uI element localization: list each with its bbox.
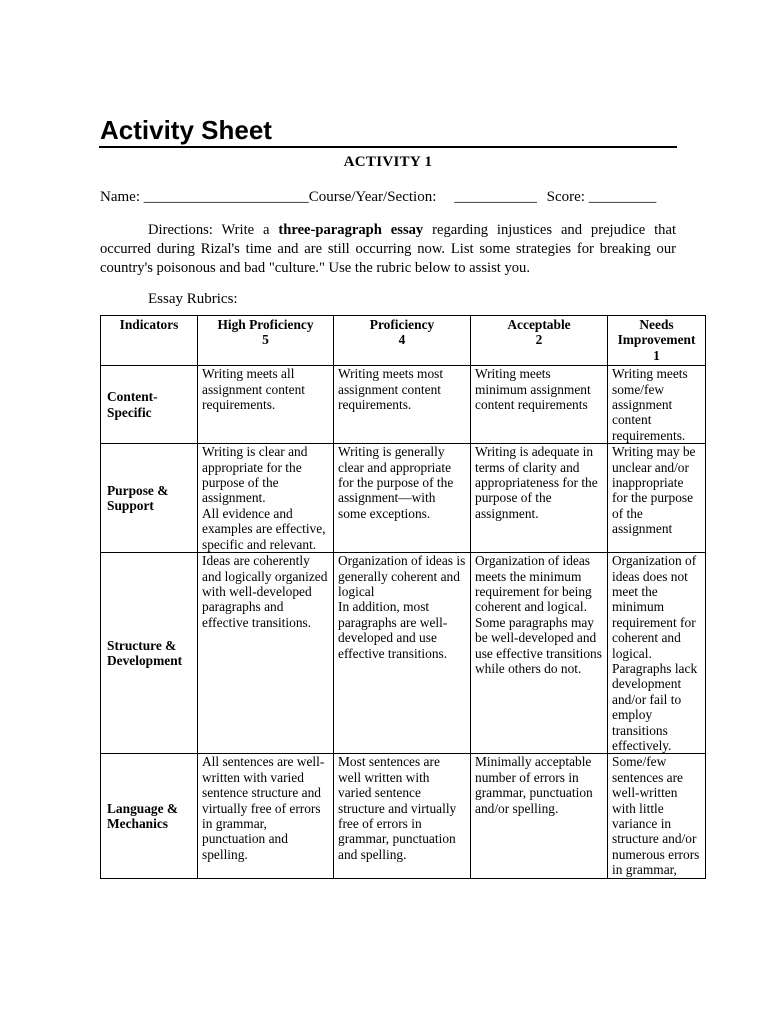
header-indicators: Indicators xyxy=(101,316,198,366)
indicator-cell: Language & Mechanics xyxy=(101,754,198,878)
rubric-cell: Most sentences are well written with varied sentence structure and virtually free of errors in grammar, punctuation and spelling. xyxy=(334,754,471,878)
rubric-cell: Writing may be unclear and/or inappropriate for the purpose of the assignment xyxy=(608,444,706,553)
rubric-cell: Writing meets some/few assignment content requirements. xyxy=(608,366,706,444)
header-needs-improvement: Needs Improvement 1 xyxy=(608,316,706,366)
rubric-cell: All sentences are well-written with varied sentence structure and virtually free of errors in grammar, punctuation and spelling. xyxy=(198,754,334,878)
course-label: Course/Year/Section: xyxy=(308,189,437,205)
title-underline xyxy=(99,146,677,148)
rubric-cell: Ideas are coherently and logically organized with well-developed paragraphs and effective transitions. xyxy=(198,553,334,754)
rubric-cell: Writing meets minimum assignment content requirements xyxy=(471,366,608,444)
rubric-cell: Writing meets most assignment content requirements. xyxy=(334,366,471,444)
rubric-cell: Some/few sentences are well-written with little variance in structure and/or numerous errors in grammar, xyxy=(608,754,706,878)
table-row xyxy=(101,754,706,878)
rubric-cell: Writing is generally clear and appropriate for the purpose of the assignment—with some exceptions. xyxy=(334,444,471,553)
table-row xyxy=(101,366,706,444)
directions-prefix: Directions: Write a xyxy=(148,222,279,238)
rubric-cell: Organization of ideas is generally coherent and logical In addition, most paragraphs are well-developed and use effective transitions. xyxy=(334,553,471,754)
score-label: Score: xyxy=(546,189,585,205)
indicator-cell: Purpose & Support xyxy=(101,444,198,553)
score-blank: _________ xyxy=(588,189,657,205)
table-row xyxy=(101,553,706,754)
directions-emphasis: three-paragraph essay xyxy=(278,222,424,238)
rubric-cell: Writing is clear and appropriate for the purpose of the assignment. All evidence and examples are effective, specific and relevant. xyxy=(198,444,334,553)
rubric-cell: Writing meets all assignment content requirements. xyxy=(198,366,334,444)
rubric-label: Essay Rubrics: xyxy=(148,291,238,307)
page-title: Activity Sheet xyxy=(100,115,272,145)
course-blank: ___________ xyxy=(454,189,537,205)
header-high-proficiency: High Proficiency 5 xyxy=(198,316,334,366)
header-acceptable: Acceptable 2 xyxy=(471,316,608,366)
directions-paragraph xyxy=(100,221,676,278)
student-info-line xyxy=(100,187,680,207)
rubric-cell: Writing is adequate in terms of clarity and appropriateness for the purpose of the assignment. xyxy=(471,444,608,553)
essay-rubric-table xyxy=(100,315,706,879)
header-proficiency: Proficiency 4 xyxy=(334,316,471,366)
rubric-cell: Organization of ideas meets the minimum requirement for being coherent and logical. Some paragraphs may be well-developed and use effective transitions while others do not. xyxy=(471,553,608,754)
indicator-cell: Content- Specific xyxy=(101,366,198,444)
rubric-cell: Minimally acceptable number of errors in grammar, punctuation and/or spelling. xyxy=(471,754,608,878)
table-row xyxy=(101,444,706,553)
activity-heading: ACTIVITY 1 xyxy=(343,154,433,170)
name-blank: ______________________ xyxy=(143,189,309,205)
table-header-row xyxy=(101,316,706,366)
rubric-cell: Organization of ideas does not meet the minimum requirement for coherent and logical. Paragraphs lack development and/or fail to employ transitions effectively. xyxy=(608,553,706,754)
name-label: Name: xyxy=(100,189,140,205)
indicator-cell: Structure & Development xyxy=(101,553,198,754)
directions-suffix: regarding injustices and prejudice that occurred during Rizal's time and are still occurring now. List some strategies for breaking our country's poisonous and bad "culture." Use the rubric below to assist you. xyxy=(100,222,676,276)
